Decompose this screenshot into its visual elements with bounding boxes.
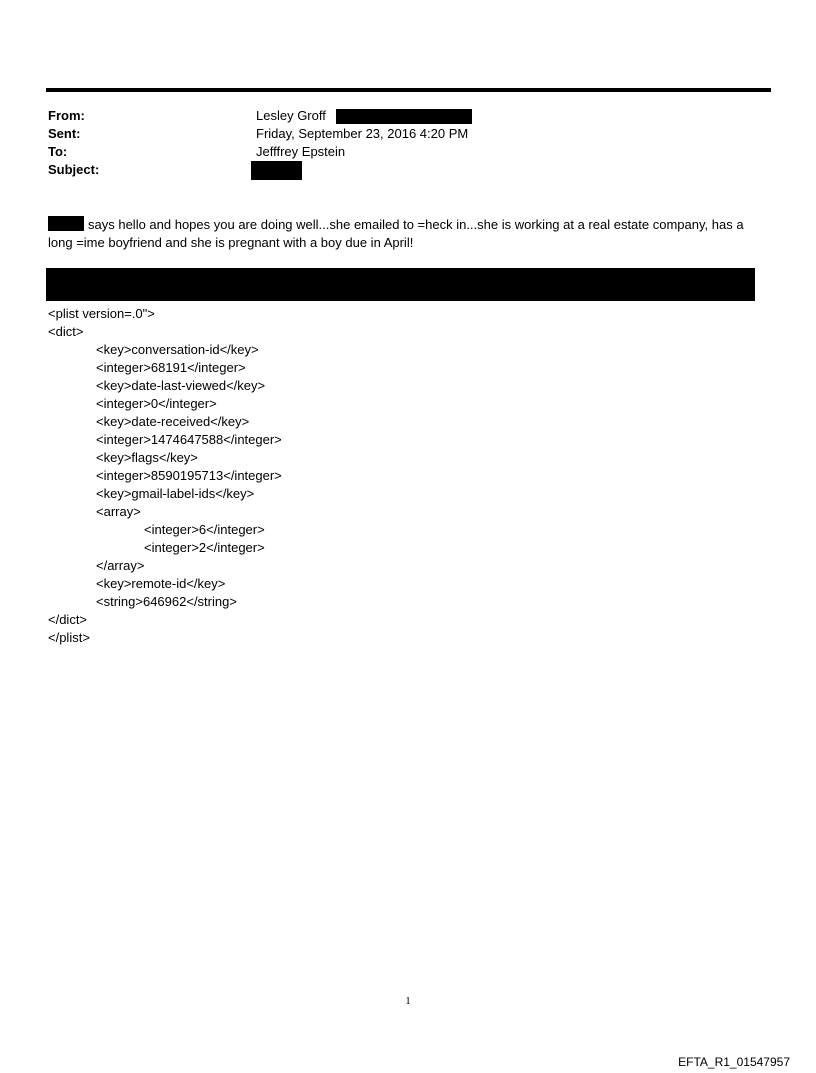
body-line-1: says hello and hopes you are doing well...she emailed to =heck in...she is working at a real estate company, has a xyxy=(88,217,744,232)
redaction-bar xyxy=(46,268,755,301)
page-number: 1 xyxy=(405,995,411,1007)
subject-label: Subject: xyxy=(48,162,100,177)
sent-label: Sent: xyxy=(48,126,81,141)
plist-line: <key>gmail-label-ids</key> xyxy=(96,486,255,501)
redaction-subject xyxy=(251,161,302,180)
plist-line: <key>remote-id</key> xyxy=(96,576,226,591)
top-rule xyxy=(46,88,771,92)
plist-line: <key>date-last-viewed</key> xyxy=(96,378,266,393)
plist-line: <string>646962</string> xyxy=(96,594,237,609)
plist-line: </array> xyxy=(96,558,145,573)
plist-line: <key>conversation-id</key> xyxy=(96,342,259,357)
to-value: Jefffrey Epstein xyxy=(256,144,346,159)
to-label: To: xyxy=(48,144,68,159)
plist-line: <key>date-received</key> xyxy=(96,414,250,429)
plist-line: </dict> xyxy=(48,612,88,627)
plist-line: <integer>8590195713</integer> xyxy=(96,468,282,483)
plist-line: <dict> xyxy=(48,324,84,339)
plist-line: <integer>1474647588</integer> xyxy=(96,432,282,447)
plist-line: <array> xyxy=(96,504,141,519)
from-label: From: xyxy=(48,108,85,123)
document-id: EFTA_R1_01547957 xyxy=(678,1055,790,1069)
plist-line: <integer>2</integer> xyxy=(144,540,265,555)
plist-line: </plist> xyxy=(48,630,90,645)
plist-line: <integer>6</integer> xyxy=(144,522,265,537)
redaction-name xyxy=(48,216,84,231)
from-value: Lesley Groff xyxy=(256,108,326,123)
plist-line: <plist version=.0"> xyxy=(48,306,155,321)
sent-value: Friday, September 23, 2016 4:20 PM xyxy=(256,126,469,141)
plist-line: <integer>0</integer> xyxy=(96,396,217,411)
email-body xyxy=(48,216,768,252)
redaction-from-email xyxy=(336,109,472,124)
plist-line: <integer>68191</integer> xyxy=(96,360,246,375)
plist-block xyxy=(48,305,282,647)
plist-line: <key>flags</key> xyxy=(96,450,198,465)
body-line-2: long =ime boyfriend and she is pregnant with a boy due in April! xyxy=(48,235,414,250)
